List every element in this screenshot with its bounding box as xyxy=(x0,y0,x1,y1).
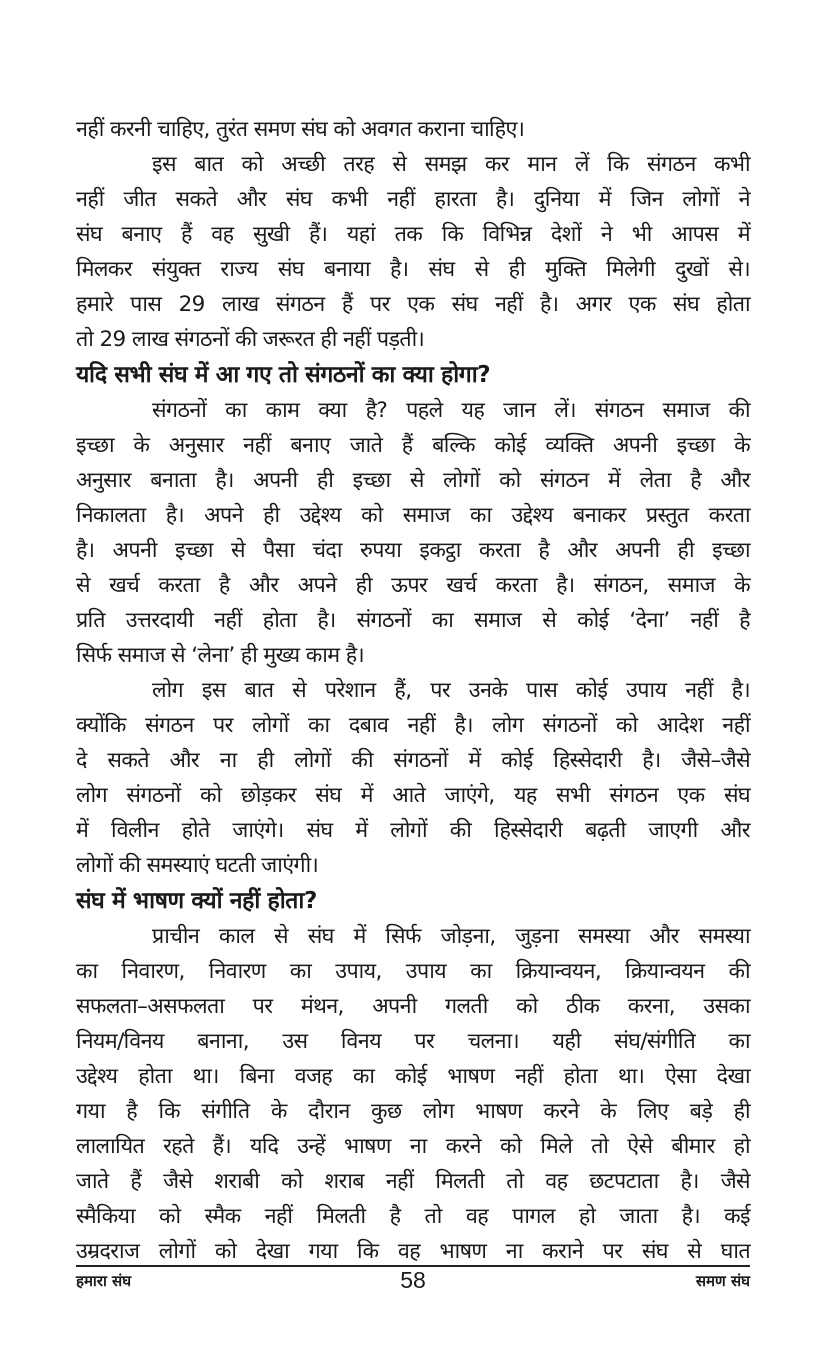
page-footer xyxy=(76,1267,750,1301)
text-line: जाते हैं जैसे शराबी को शराब नहीं मिलती तो वह छटपटाता है। जैसे xyxy=(76,1169,750,1194)
text-line: नहीं जीत सकते और संघ कभी नहीं हारता है। दुनिया में जिन लोगों ने xyxy=(76,187,750,212)
text-line: क्योंकि संगठन पर लोगों का दबाव नहीं है। लोग संगठनों को आदेश नहीं xyxy=(76,713,750,738)
text-line: प्रति उत्तरदायी नहीं होता है। संगठनों का समाज से कोई ‘देना’ नहीं है xyxy=(76,608,750,633)
page-number: 58 xyxy=(400,1267,426,1293)
footer-book-title: हमारा संघ xyxy=(76,1272,132,1290)
text-line: लोग संगठनों को छोड़कर संघ में आते जाएंगे, यह सभी संगठन एक संघ xyxy=(76,783,750,808)
text-line: उद्देश्य होता था। बिना वजह का कोई भाषण नहीं होता था। ऐसा देखा xyxy=(76,1064,750,1089)
text-line: हमारे पास 29 लाख संगठन हैं पर एक संघ नहीं है। अगर एक संघ होता xyxy=(76,292,750,317)
section-heading: यदि सभी संघ में आ गए तो संगठनों का क्या होगा? xyxy=(76,362,491,388)
text-line: उम्रदराज लोगों को देखा गया कि वह भाषण ना कराने पर संघ से घात xyxy=(76,1239,750,1264)
text-line: से खर्च करता है और अपने ही ऊपर खर्च करता है। संगठन, समाज के xyxy=(76,573,750,598)
text-content xyxy=(76,112,750,1269)
text-line: में विलीन होते जाएंगे। संघ में लोगों की हिस्सेदारी बढ़ती जाएगी और xyxy=(76,818,750,843)
text-line: लालायित रहते हैं। यदि उन्हें भाषण ना करने को मिले तो ऐसे बीमार हो xyxy=(76,1134,750,1159)
text-line: सफलता–असफलता पर मंथन, अपनी गलती को ठीक करना, उसका xyxy=(76,994,750,1019)
text-line: संगठनों का काम क्या है? पहले यह जान लें। संगठन समाज की xyxy=(152,398,750,423)
text-line: तो 29 लाख संगठनों की जरूरत ही नहीं पड़ती। xyxy=(76,327,425,352)
text-line: है। अपनी इच्छा से पैसा चंदा रुपया इकट्ठा करता है और अपनी ही इच्छा xyxy=(76,538,750,563)
text-line: का निवारण, निवारण का उपाय, उपाय का क्रियान्वयन, क्रियान्वयन की xyxy=(76,959,750,984)
text-line: दे सकते और ना ही लोगों की संगठनों में कोई हिस्सेदारी है। जैसे–जैसे xyxy=(76,748,750,773)
text-line: संघ बनाए हैं वह सुखी हैं। यहां तक कि विभिन्न देशों ने भी आपस में xyxy=(76,222,750,247)
text-line: गया है कि संगीति के दौरान कुछ लोग भाषण करने के लिए बड़े ही xyxy=(76,1099,750,1124)
text-line: निकालता है। अपने ही उद्देश्य को समाज का उद्देश्य बनाकर प्रस्तुत करता xyxy=(76,503,750,528)
text-line: प्राचीन काल से संघ में सिर्फ जोड़ना, जुड़ना समस्या और समस्या xyxy=(152,924,750,949)
text-line: लोग इस बात से परेशान हैं, पर उनके पास कोई उपाय नहीं है। xyxy=(152,678,750,703)
text-line: सिर्फ समाज से ‘लेना’ ही मुख्य काम है। xyxy=(76,643,365,668)
footer-publisher: समण संघ xyxy=(695,1272,750,1290)
text-line: मिलकर संयुक्त राज्य संघ बनाया है। संघ से ही मुक्ति मिलेगी दुखों से। xyxy=(76,257,750,282)
page-body xyxy=(76,112,750,1301)
text-line: अनुसार बनाता है। अपनी ही इच्छा से लोगों को संगठन में लेता है और xyxy=(76,468,750,493)
text-line: स्मैकिया को स्मैक नहीं मिलती है तो वह पागल हो जाता है। कई xyxy=(76,1204,750,1229)
section-heading: संघ में भाषण क्यों नहीं होता? xyxy=(76,888,317,914)
text-line: नियम/विनय बनाना, उस विनय पर चलना। यही संघ/संगीति का xyxy=(76,1029,750,1054)
text-line: नहीं करनी चाहिए, तुरंत समण संघ को अवगत कराना चाहिए। xyxy=(76,117,525,142)
text-line: इस बात को अच्छी तरह से समझ कर मान लें कि संगठन कभी xyxy=(152,152,750,177)
text-line: इच्छा के अनुसार नहीं बनाए जाते हैं बल्कि कोई व्यक्ति अपनी इच्छा के xyxy=(76,433,750,458)
text-line: लोगों की समस्याएं घटती जाएंगी। xyxy=(76,853,319,878)
